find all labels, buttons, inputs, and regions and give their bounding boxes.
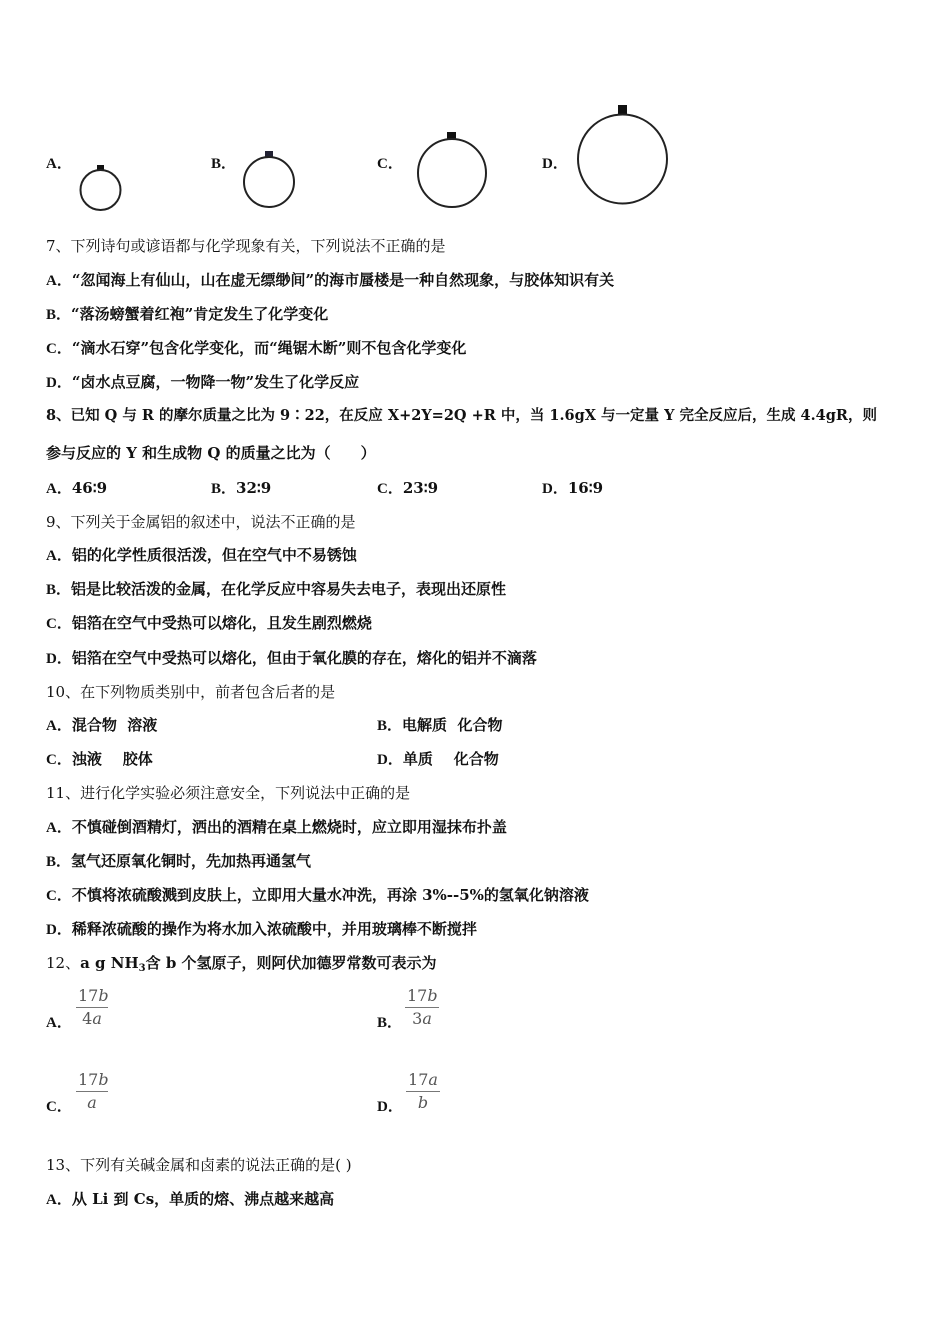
q7-option-d-text: “卤水点豆腐，一物降一物”发生了化学反应 xyxy=(71,373,360,391)
q10-option-c-label: C． xyxy=(46,752,72,768)
q7-option-a xyxy=(46,270,614,291)
q8-stem-line2: 参与反应的 Y 和生成物 Q 的质量之比为（ ） xyxy=(46,444,376,462)
q12-option-b-label: B． xyxy=(377,1015,403,1031)
q7-option-b xyxy=(46,304,328,325)
q10-option-c-text: 浊液 胶体 xyxy=(71,750,153,768)
q9-option-c xyxy=(46,613,372,634)
q9-stem: 9、下列关于金属铝的叙述中，说法不正确的是 xyxy=(46,513,356,531)
q11-option-b-text: 氢气还原氧化铜时，先加热再通氢气 xyxy=(71,852,312,870)
q12-stem-rest: 含 b 个氢原子，则阿伏加德罗常数可表示为 xyxy=(145,954,437,972)
q12-option-b-denominator: 3a xyxy=(412,1009,432,1028)
q6-option-b-ring-figure xyxy=(240,149,298,211)
q8-option-b-label: B． xyxy=(211,481,237,497)
q7-option-b-text: “落汤螃蟹着红袍”肯定发生了化学变化 xyxy=(71,305,329,323)
q7-option-c-text: “滴水石穿”包含化学变化，而“绳锯木断”则不包含化学变化 xyxy=(71,339,467,357)
q12-option-a-fraction xyxy=(76,985,108,1030)
q9-option-b-label: B． xyxy=(46,582,72,598)
q12-stem-formula: a g NH xyxy=(80,954,139,972)
q7-option-c xyxy=(46,338,466,359)
q10-option-b-label: B． xyxy=(377,718,403,734)
q9-option-c-label: C． xyxy=(46,616,72,632)
q7-option-b-label: B． xyxy=(46,307,72,323)
q10-option-c xyxy=(46,749,153,770)
q9-option-a xyxy=(46,545,357,566)
q13-option-a xyxy=(46,1189,334,1210)
q9-option-a-label: A． xyxy=(46,548,72,564)
q12-option-c-denominator: a xyxy=(87,1093,97,1112)
q9-option-b-text: 铝是比较活泼的金属，在化学反应中容易失去电子，表现出还原性 xyxy=(71,580,507,598)
q10-option-d-text: 单质 化合物 xyxy=(402,750,499,768)
q9-option-d-text: 铝箔在空气中受热可以熔化，但由于氧化膜的存在，熔化的铝并不滴落 xyxy=(71,649,537,667)
q13-option-a-label: A． xyxy=(46,1192,72,1208)
q7-option-a-label: A． xyxy=(46,273,72,289)
q10-option-a xyxy=(46,715,157,736)
q12-option-a-numerator: 17b xyxy=(78,986,109,1005)
q9-option-d xyxy=(46,648,537,669)
q12-option-c-fraction xyxy=(76,1069,108,1114)
q7-option-d xyxy=(46,372,359,393)
q11-option-b-label: B． xyxy=(46,854,72,870)
q12-option-b-numerator: 17b xyxy=(407,986,438,1005)
q12-stem-prefix: 12、 xyxy=(46,954,81,972)
q11-option-a xyxy=(46,817,507,838)
q8-option-d-label: D． xyxy=(542,481,568,497)
q13-stem: 13、下列有关碱金属和卤素的说法正确的是( ) xyxy=(46,1156,352,1174)
q10-option-b xyxy=(377,715,502,736)
q11-stem: 11、进行化学实验必须注意安全，下列说法中正确的是 xyxy=(46,784,411,802)
q12-option-d-label: D． xyxy=(377,1099,403,1115)
q12-option-a-label: A． xyxy=(46,1015,72,1031)
q7-option-c-label: C． xyxy=(46,341,72,357)
q9-option-c-text: 铝箔在空气中受热可以熔化，且发生剧烈燃烧 xyxy=(71,614,372,632)
q11-option-d xyxy=(46,919,477,940)
q8-option-c xyxy=(377,478,438,499)
q6-option-a-ring-figure xyxy=(76,162,126,214)
q11-option-c-label: C． xyxy=(46,888,72,904)
q8-stem-line1: 8、已知 Q 与 R 的摩尔质量之比为 9∶22，在反应 X+2Y=2Q +R 中，当 1.6gX 与一定量 Y 完全反应后，生成 4.4gR，则 xyxy=(46,407,877,424)
q10-option-a-label: A． xyxy=(46,718,72,734)
q7-option-a-text: “忽闻海上有仙山，山在虚无缥缈间”的海市蜃楼是一种自然现象，与胶体知识有关 xyxy=(71,271,615,289)
q8-option-d-text: 16∶9 xyxy=(567,479,604,497)
q13-option-a-text: 从 Li 到 Cs，单质的熔、沸点越来越高 xyxy=(71,1190,335,1208)
q12-option-c-numerator: 17b xyxy=(78,1070,109,1089)
q10-stem: 10、在下列物质类别中，前者包含后者的是 xyxy=(46,683,336,701)
q8-option-c-label: C． xyxy=(377,481,403,497)
q11-option-d-label: D． xyxy=(46,922,72,938)
q12-option-d-numerator: 17a xyxy=(408,1070,438,1089)
q12-stem-subscript: 3 xyxy=(138,963,146,974)
q11-option-a-text: 不慎碰倒酒精灯，洒出的酒精在桌上燃烧时，应立即用湿抹布扑盖 xyxy=(71,818,507,836)
q8-option-b xyxy=(211,478,271,499)
q6-option-d-label: D． xyxy=(542,156,568,172)
q10-option-b-text: 电解质 化合物 xyxy=(402,716,503,734)
q11-option-a-label: A． xyxy=(46,820,72,836)
q11-option-c-text: 不慎将浓硫酸溅到皮肤上，立即用大量水冲洗，再涂 3%--5%的氢氧化钠溶液 xyxy=(71,886,589,904)
q9-option-a-text: 铝的化学性质很活泼，但在空气中不易锈蚀 xyxy=(71,546,357,564)
q7-option-d-label: D． xyxy=(46,375,72,391)
q10-option-d xyxy=(377,749,499,770)
q7-stem: 7、下列诗句或谚语都与化学现象有关，下列说法不正确的是 xyxy=(46,237,446,255)
q6-option-b-label: B． xyxy=(211,156,237,172)
q8-option-a-label: A． xyxy=(46,481,72,497)
q11-option-b xyxy=(46,851,311,872)
q12-option-d-denominator: b xyxy=(417,1093,429,1112)
q6-option-c-label: C． xyxy=(377,156,403,172)
q6-option-d-ring-figure xyxy=(574,103,672,207)
q12-option-a-denominator: 4a xyxy=(82,1009,102,1028)
q9-option-d-label: D． xyxy=(46,651,72,667)
q8-option-c-text: 23∶9 xyxy=(402,479,439,497)
q11-option-d-text: 稀释浓硫酸的操作为将水加入浓硫酸中，并用玻璃棒不断搅拌 xyxy=(71,920,477,938)
q12-stem xyxy=(46,953,437,973)
q8-option-d xyxy=(542,478,603,499)
q12-option-b-fraction xyxy=(405,985,439,1030)
q8-option-a xyxy=(46,478,107,499)
q11-option-c xyxy=(46,885,589,906)
q12-option-c-label: C． xyxy=(46,1099,72,1115)
q10-option-a-text: 混合物 溶液 xyxy=(71,716,158,734)
q8-option-a-text: 46∶9 xyxy=(71,479,108,497)
q10-option-d-label: D． xyxy=(377,752,403,768)
q6-option-a-label: A． xyxy=(46,156,72,172)
q6-option-c-ring-figure xyxy=(414,130,490,212)
q8-option-b-text: 32∶9 xyxy=(236,479,272,497)
q9-option-b xyxy=(46,579,506,600)
q12-option-d-fraction xyxy=(406,1069,440,1114)
